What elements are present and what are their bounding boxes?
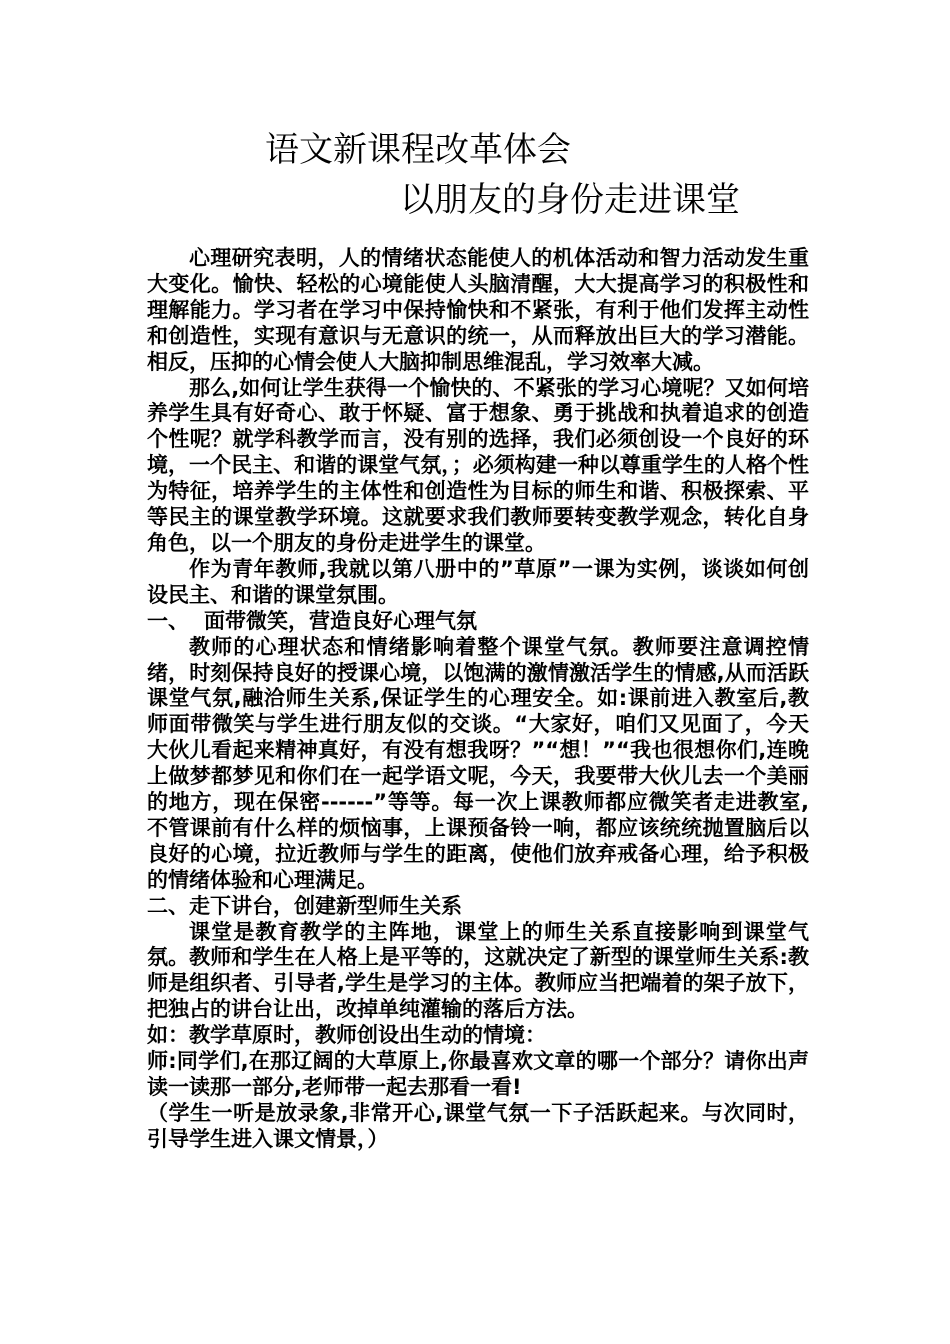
document-subtitle: 以朋友的身份走进课堂 (400, 180, 740, 220)
section-heading-1-number: 一、 (147, 608, 189, 633)
paragraph-teacher-dialogue: 师:同学们,在那辽阔的大草原上,你最喜欢文章的哪一个部分？请你出声读一读那一部分,老师带一起去那看一看! (147, 1049, 809, 1099)
paragraph-intro: 心理研究表明，人的情绪状态能使人的机体活动和智力活动发生重大变化。愉快、轻松的心境能使人头脑清醒，大大提高学习的积极性和理解能力。学习者在学习中保持愉快和不紧张，有利于他们发挥主动性和创造性，实现有意识与无意识的统一，从而释放出巨大的学习潜能。相反，压抑的心情会使人大脑抑制思维混乱，学习效率大减。 (147, 246, 809, 374)
paragraph-question: 那么,如何让学生获得一个愉快的、不紧张的学习心境呢？又如何培养学生具有好奇心、敢于怀疑、富于想象、勇于挑战和执着追求的创造个性呢？就学科教学而言，没有别的选择，我们必须创设一个良好的环境，一个民主、和谐的课堂气氛，；必须构建一种以尊重学生的人格个性为特征，培养学生的主体性和创造性为目标的师生和谐、积极探索、平等民主的课堂教学环境。这就要求我们教师要转变教学观念，转化自身角色，以一个朋友的身份走进学生的课堂。 (147, 375, 809, 555)
paragraph-student-reaction: （学生一听是放录象,非常开心,课堂气氛一下子活跃起来。与次同时，引导学生进入课文情景，） (147, 1100, 809, 1151)
document-body (147, 246, 809, 1153)
paragraph-teaching-example: 如：教学草原时，教师创设出生动的情境： (147, 1023, 546, 1048)
paragraph-relationship: 课堂是教育教学的主阵地，课堂上的师生关系直接影响到课堂气氛。教师和学生在人格上是平等的，这就决定了新型的课堂师生关系:教师是组织者、引导者,学生是学习的主体。教师应当把端着的架子放下，把独占的讲台让出，改掉单纯灌输的落后方法。 (147, 919, 809, 1022)
document-title: 语文新课程改革体会 (265, 130, 571, 170)
paragraph-example-intro: 作为青年教师,我就以第八册中的”草原”一课为实例，谈谈如何创设民主、和谐的课堂氛围。 (147, 556, 809, 607)
section-heading-1-text: 面带微笑，营造良好心理气氛 (204, 608, 477, 633)
paragraph-smile: 教师的心理状态和情绪影响着整个课堂气氛。教师要注意调控情绪，时刻保持良好的授课心境，以饱满的激情激活学生的情感,从而活跃课堂气氛,融洽师生关系,保证学生的心理安全。如:课前进入教室后,教师面带微笑与学生进行朋友似的交谈。“大家好，咱们又见面了，今天大伙儿看起来精神真好，有没有想我呀？”“想！”“我也很想你们,连晚上做梦都梦见和你们在一起学语文呢，今天，我要带大伙儿去一个美丽的地方，现在保密------”等等。每一次上课教师都应微笑者走进教室,不管课前有什么样的烦恼事，上课预备铃一响，都应该统统抛置脑后以良好的心境，拉近教师与学生的距离，使他们放弃戒备心理，给予积极的情绪体验和心理满足。 (147, 634, 809, 892)
section-heading-1 (147, 609, 809, 635)
section-heading-2: 二、走下讲台，创建新型师生关系 (147, 893, 462, 918)
